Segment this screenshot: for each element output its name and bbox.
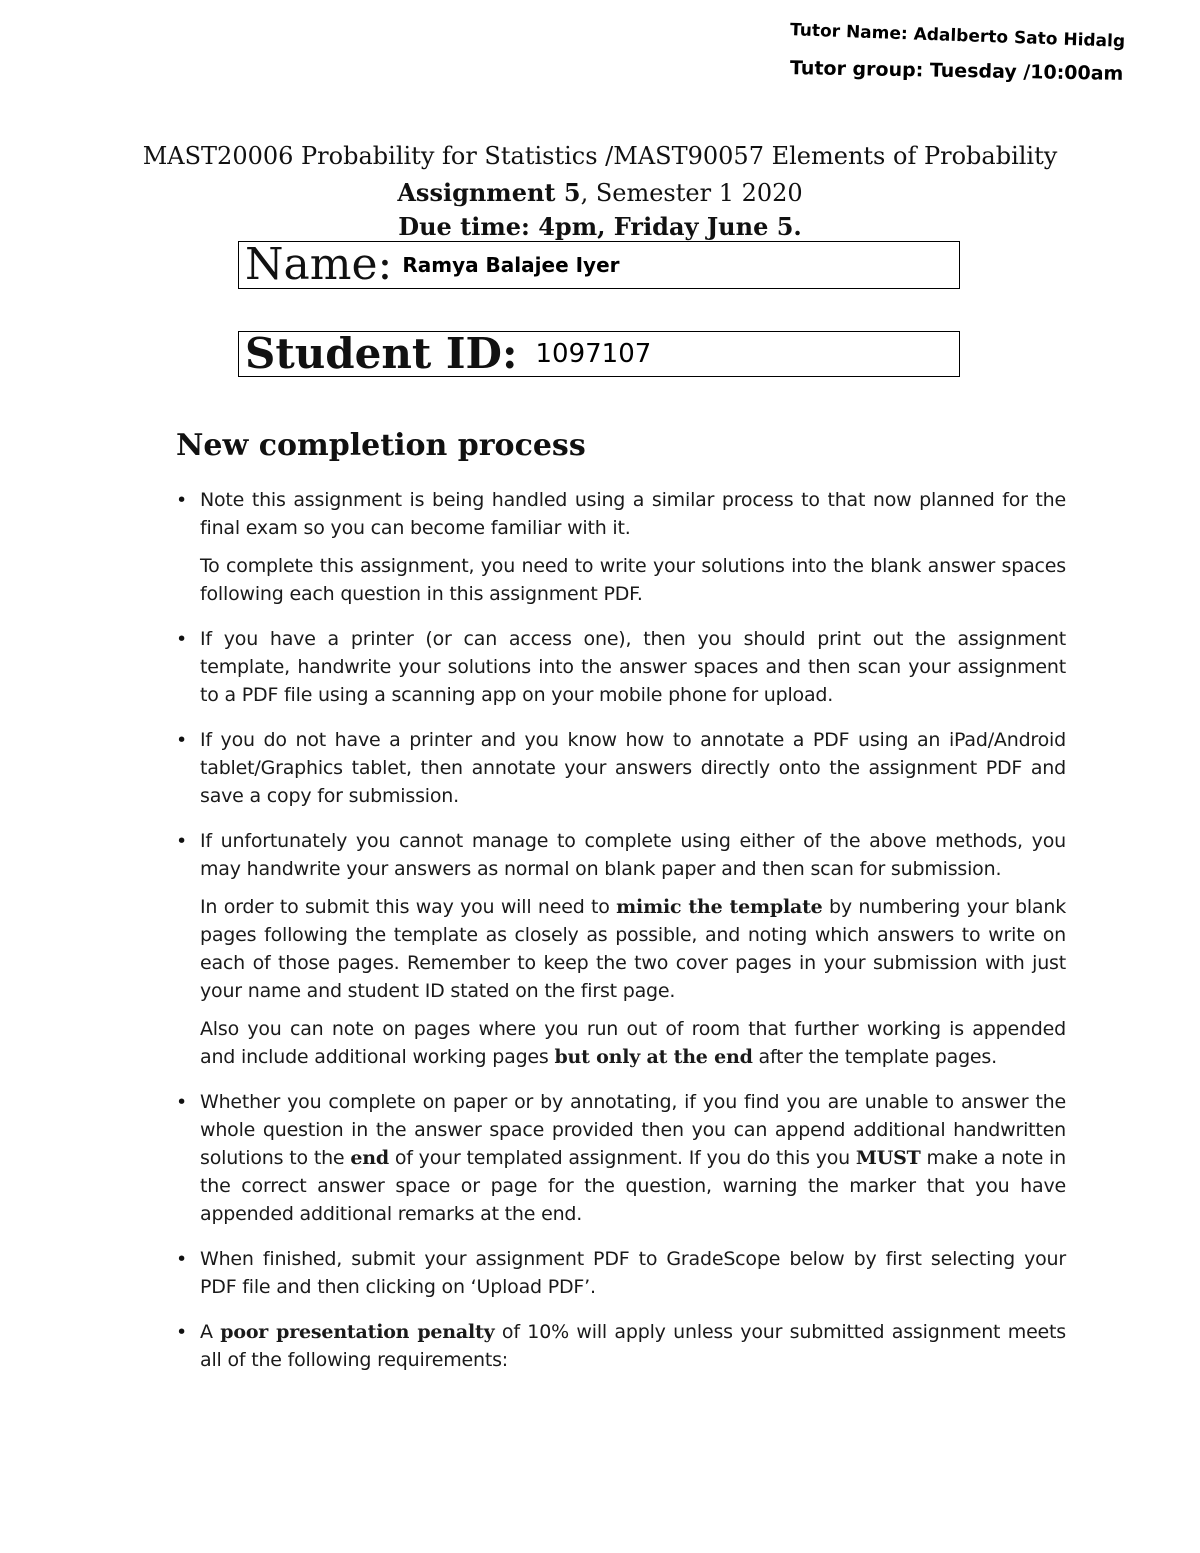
bullet: •: [176, 628, 188, 650]
list-item: [176, 827, 1066, 1071]
list-item: [176, 625, 1066, 709]
instructions-list: [176, 486, 1066, 1391]
list-item: [176, 726, 1066, 810]
bullet: •: [176, 830, 188, 852]
section-heading: New completion process: [176, 428, 586, 463]
text: In order to submit this way you will need to: [200, 896, 617, 918]
text: Whether you complete on paper or by annotating, if you find you are unable to answer the whole question in the answer space provided then you can append additional handwritten solutions to the: [200, 1091, 1066, 1169]
list-item: [176, 1318, 1066, 1374]
emphasis: mimic the template: [616, 896, 823, 918]
paragraph: [200, 1318, 1066, 1374]
name-value: Ramya Balajee Iyer: [402, 253, 620, 277]
name-field-box: [238, 241, 960, 289]
paragraph: To complete this assignment, you need to write your solutions into the blank answer spaces following each question in this assignment PDF.: [200, 555, 1066, 605]
assignment-line: [0, 178, 1200, 207]
student-id-value: 1097107: [535, 339, 652, 369]
text: after the template pages.: [752, 1046, 997, 1068]
emphasis: poor presentation penalty: [220, 1321, 495, 1343]
bullet: •: [176, 1091, 188, 1113]
text: Also you can note on pages where you run out of room that further working is appended and include additional working pages: [200, 1018, 1066, 1068]
assignment-semester: , Semester 1 2020: [580, 179, 803, 207]
paragraph: If you do not have a printer and you know how to annotate a PDF using an iPad/Android tablet/Graphics tablet, then annotate your answers directly onto the assignment PDF and save a copy for submission.: [200, 729, 1066, 807]
paragraph: If unfortunately you cannot manage to complete using either of the above methods, you may handwrite your answers as normal on blank paper and then scan for submission.: [200, 830, 1066, 880]
bullet: •: [176, 729, 188, 751]
text: make a note in the correct answer space or page for the question, warning the marker that you have appended additional remarks at the end.: [200, 1147, 1066, 1225]
emphasis: MUST: [855, 1147, 921, 1169]
bullet: •: [176, 1321, 188, 1343]
list-item: [176, 486, 1066, 608]
paragraph: [200, 893, 1066, 1005]
emphasis: end: [350, 1147, 389, 1169]
bullet: •: [176, 1248, 188, 1270]
list-item: [176, 1088, 1066, 1228]
text: of 10% will apply unless your submitted assignment meets all of the following requirements:: [200, 1321, 1066, 1371]
paragraph: If you have a printer (or can access one), then you should print out the assignment template, handwrite your solutions into the answer spaces and then scan your assignment to a PDF file using a scanning app on your mobile phone for upload.: [200, 628, 1066, 706]
text: A: [200, 1321, 221, 1343]
list-item: [176, 1245, 1066, 1301]
paragraph: When finished, submit your assignment PDF to GradeScope below by first selecting your PDF file and then clicking on ‘Upload PDF’.: [200, 1248, 1066, 1298]
paragraph: Note this assignment is being handled using a similar process to that now planned for the final exam so you can become familiar with it.: [200, 489, 1066, 539]
bullet: •: [176, 489, 188, 511]
assignment-label: Assignment 5: [397, 178, 581, 207]
tutor-group-annotation: Tutor group: Tuesday /10:00am: [789, 57, 1124, 85]
emphasis: but only at the end: [554, 1046, 753, 1068]
course-title: MAST20006 Probability for Statistics /MAST90057 Elements of Probability: [142, 142, 1058, 170]
paragraph: [200, 1015, 1066, 1071]
text: by numbering your blank pages following the template as closely as possible, and noting which answers to write on each of those pages. Remember to keep the two cover pages in your submission with just your name and student ID stated on the first page.: [200, 896, 1067, 1002]
student-id-label: Student ID:: [245, 329, 518, 378]
student-id-field-box: [238, 331, 960, 377]
name-label: Name:: [245, 239, 393, 290]
paragraph: [200, 1088, 1066, 1228]
text: of your templated assignment. If you do this you: [388, 1147, 856, 1169]
tutor-name-annotation: Tutor Name: Adalberto Sato Hidalg: [789, 20, 1126, 52]
due-time: Due time: 4pm, Friday June 5.: [398, 212, 802, 241]
